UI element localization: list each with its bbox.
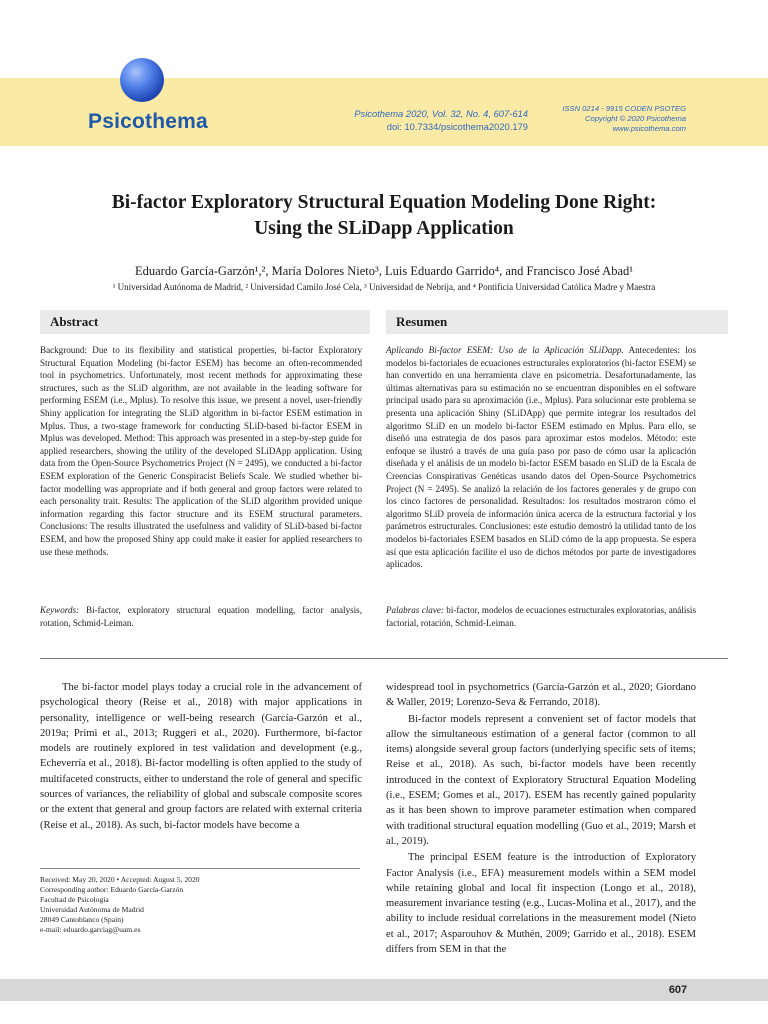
- journal-logo: Psicothema: [88, 110, 208, 133]
- abstract-heading: Abstract: [40, 310, 370, 334]
- issn-line: ISSN 0214 - 9915 CODEN PSOTEG: [562, 104, 686, 113]
- keywords-label: Keywords:: [40, 605, 80, 615]
- journal-citation: [318, 108, 528, 133]
- faculty-line: Facultad de Psicología: [40, 894, 109, 904]
- body-column-left: [40, 680, 362, 834]
- correspondence-notes: [40, 875, 360, 934]
- journal-issn-block: [540, 104, 686, 134]
- affiliations: ¹ Universidad Autónoma de Madrid, ² Universidad Camilo José Cela, ³ Universidad de Nebrija, and ⁴ Pontificia Universidad Católica Madre y Maestra: [112, 282, 656, 292]
- section-divider: [40, 658, 728, 659]
- article-title: [40, 190, 728, 242]
- address-line: 28049 Cantoblanco (Spain): [40, 914, 124, 924]
- author-list: Eduardo García-Garzón¹,², María Dolores Nieto³, Luis Eduardo Garrido⁴, and Francisco José Abad¹: [134, 264, 634, 278]
- resumen-lead: Aplicando Bi-factor ESEM: Uso de la Aplicación SLiDapp.: [386, 345, 624, 355]
- body-paragraph: Bi-factor models represent a convenient set of factor models that allow the simultaneous estimation of a general factor (common to all items) alongside several group factors (underlying specific sets of items; Reise et al., 2018). As such, bi-factor models have been recently introduced in the context of Exploratory Structural Equation Modeling (i.e., ESEM; Gomes et al., 2017). ESEM has recently gained popularity as it has been shown to improve parameter estimation when compared with traditional structural equation modelling (Guo et al., 2019; Marsh et al., 2019).: [386, 713, 696, 847]
- palabras-clave-label: Palabras clave:: [386, 605, 444, 615]
- body-paragraph: The bi-factor model plays today a crucial role in the advancement of psychological theory (Reise et al., 2018) with major applications in personality, intelligence or well-being research (García-Garzón et al., 2019a; Primi et al., 2013; Ruggeri et al., 2020). Furthermore, bi-factor models are routinely explored in test validation and development (e.g., Echeverría et al., 2018). Bi-factor modelling is often applied to the study of multifaceted constructs, either to understand the role of general and specific sources of variances, the reliability of global and subscale composite scores or the extent that general and group factors are related with external criteria (Reise et al., 2018). As such, bi-factor models have become a: [40, 682, 362, 831]
- body-paragraph: The principal ESEM feature is the introduction of Exploratory Factor Analysis (i.e., EFA) measurement models within a SEM model while retaining global and local fit inspection (Longo et al., 2018), measurement invariance testing (e.g., Lucas-Molina et al., 2017), and the ability to include residual correlations in the measurement model (Nieto et al., 2017; Asparouhov & Muthén, 2009; Garrido et al., 2018). ESEM differs from SEM in that the: [386, 852, 696, 956]
- website-line[interactable]: www.psicothema.com: [612, 124, 686, 133]
- citation-line: Psicothema 2020, Vol. 32, No. 4, 607-614: [354, 108, 528, 119]
- abstract-keywords: [40, 604, 362, 629]
- title-line-1: Bi-factor Exploratory Structural Equation Modeling Done Right:: [111, 192, 657, 213]
- title-line-2: Using the SLiDapp Application: [254, 218, 514, 239]
- copyright-line: Copyright © 2020 Psicothema: [585, 114, 686, 123]
- footnote-divider: [40, 868, 360, 869]
- palabras-clave-text: bi-factor, modelos de ecuaciones estructurales exploratorias, análisis factorial, rotación, Schmid-Leiman.: [386, 605, 696, 628]
- logo-sphere-icon: [120, 58, 164, 102]
- page-footer-bar: [0, 979, 768, 1001]
- university-line: Universidad Autónoma de Madrid: [40, 904, 144, 914]
- resumen-keywords: [386, 604, 696, 629]
- page-number: 607: [668, 984, 688, 996]
- body-paragraph: widespread tool in psychometrics (García-Garzón et al., 2020; Giordano & Waller, 2019; Lorenzo-Seva & Ferrando, 2018).: [386, 682, 696, 709]
- email-line[interactable]: e-mail: eduardo.garciag@uam.es: [40, 924, 141, 934]
- corresponding-author: Corresponding author: Eduardo García-Garzón: [40, 884, 184, 894]
- body-column-right: [386, 680, 696, 958]
- resumen-body: Antecedentes: los modelos bi-factoriales de ecuaciones estructurales exploratorios (bi-factor ESEM) se han convertido en una herramienta clave en psicometría. Desafortunadamente, las últimas alternativas para su estimación no se encuentran disponibles en el software principal usado para su aproximación (i.e., Mplus). Para solucionar este problema se presenta una aplicación Shiny (SLiDApp) que permite integrar los resultados del algoritmo SLiD en un modelo bi-factor ESEM estimado en Mplus. Para ello, se diseñó una estrategia de dos pasos para aproximar estos modelos. Método: este enfoque se ilustró a través de una guía paso por paso de cómo usar la aplicación diseñada y el análisis de un modelo bi-factor ESEM basado en SLiD de la Escala de Creencias Conspirativas Genéticas usando datos del Open-Source Psychometrics Project (N = 2495). Se analizó la relación de los factores generales y de grupo con los cinco factores de personalidad. Resultados: los resultados mostraron cómo el algoritmo SLiD proveía de información única acerca de la estructura factorial y los parámetros estructurales. Conclusiones: este estudio demostró la utilidad tanto de los modelos bi-factoriales ESEM basados en SLiD cómo de la app propuesta. Se espera así que esta aplicación facilite el uso de dichos métodos por parte de investigadores aplicados.: [386, 345, 696, 570]
- resumen-text: [386, 344, 696, 571]
- resumen-heading: Resumen: [386, 310, 728, 334]
- abstract-text: Background: Due to its flexibility and statistical properties, bi-factor Exploratory Structural Equation Modeling (bi-factor ESEM) has become an often-recommended tool in psychometrics. Unfortunately, most recent methods for approximating these structures, such as the SLiD algorithm, are not available in the leading software for performing ESEM (i.e., Mplus). To resolve this issue, we present a novel, user-friendly Shiny application for integrating the SLiD algorithm in bi-factor ESEM estimation in Mplus. Thus, a two-stage framework for conducting SLiD-based bi-factor ESEM in Mplus was developed. Method: This approach was presented in a step-by-step guide for applied researchers, showing the utility of the developed SLiDApp application. Using data from the Open-Source Psychometrics Project (N = 2495), we conducted a bi-factor ESEM exploration of the Generic Conspiracist Beliefs Scale. We studied whether bi-factor modelling was appropriate and if both general and group factors were related to each personality trait. Results: The application of the SLiD algorithm provided unique information regarding this factor structure and its ESEM structural parameters. Conclusions: The results illustrated the usefulness and validity of SLiD-based bi-factor ESEM, and how the proposed Shiny app could make it easier for applied researchers to use these methods.: [40, 345, 362, 557]
- keywords-text: Bi-factor, exploratory structural equation modelling, factor analysis, rotation, Schmid-Leiman.: [40, 605, 362, 628]
- doi-line[interactable]: doi: 10.7334/psicothema2020.179: [386, 120, 528, 132]
- received-line: Received: May 20, 2020 • Accepted: August 5, 2020: [40, 875, 200, 884]
